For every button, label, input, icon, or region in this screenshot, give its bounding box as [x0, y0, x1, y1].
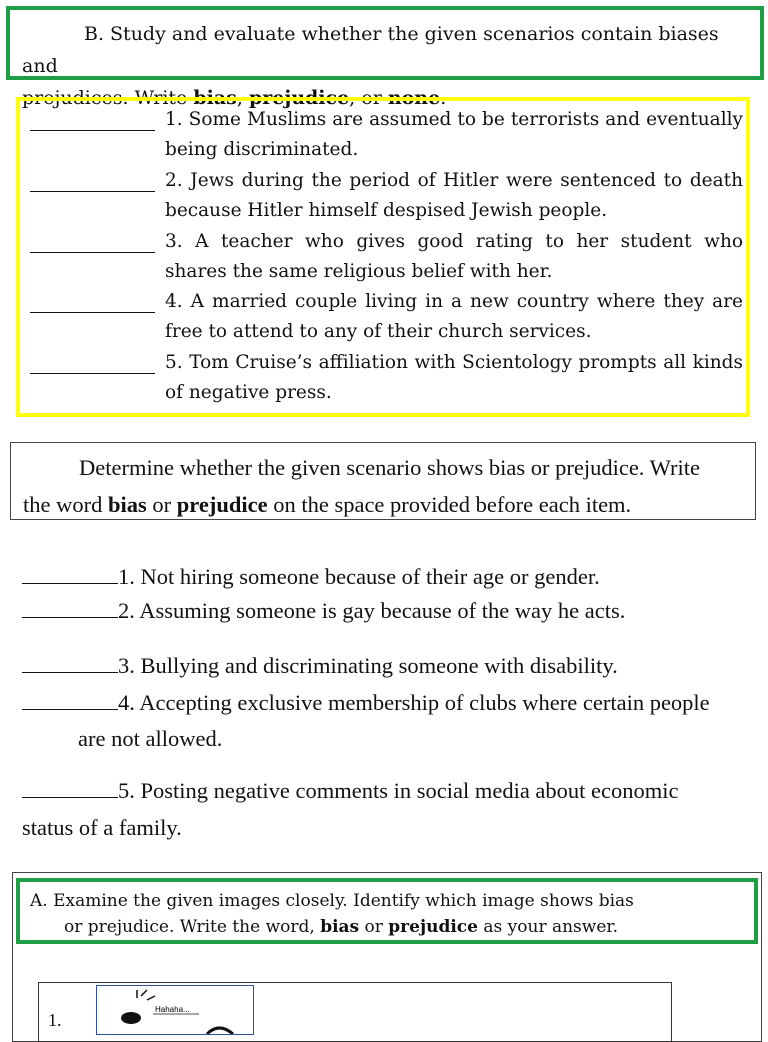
keyword-bias: bias [107, 492, 147, 517]
item-text-continued: status of a family. [22, 815, 182, 840]
item-text: 5. Posting negative comments in social media about economic [118, 778, 679, 803]
instruction-text: or [359, 917, 389, 937]
answer-blank[interactable] [22, 691, 118, 710]
instruction-text: the word [23, 492, 108, 517]
instruction-text: , [236, 87, 249, 109]
cartoon-drawing [97, 986, 253, 1034]
item-text: 3. A teacher who gives good rating to her student who shares the same religious belief with her. [165, 231, 743, 282]
answer-blank[interactable] [30, 373, 155, 374]
keyword-none: none [387, 87, 441, 109]
section-a-instructions [16, 878, 758, 944]
item-text: 4. Accepting exclusive membership of clubs where certain people [118, 690, 710, 715]
determine-line1: Determine whether the given scenario shows bias or prejudice. Write [79, 455, 700, 480]
list-item [22, 558, 748, 595]
section-b-instructions [6, 6, 764, 109]
instruction-text: or [146, 492, 177, 517]
section-b-items [16, 97, 750, 417]
list-item [22, 647, 748, 684]
item-text: 4. A married couple living in a new country where they are free to attend to any of their church services. [165, 291, 743, 342]
item-text: 2. Jews during the period of Hitler were sentenced to death because Hitler himself despised Jewish people. [165, 170, 743, 221]
answer-blank[interactable] [30, 252, 155, 253]
keyword-prejudice: prejudice [176, 492, 268, 517]
keyword-bias: bias [193, 87, 237, 109]
keyword-prejudice: prejudice [388, 917, 478, 937]
answer-blank[interactable] [22, 654, 118, 673]
answer-blank[interactable] [30, 191, 155, 192]
list-item [22, 772, 748, 809]
keyword-prejudice: prejudice [248, 87, 350, 109]
section-a-line2 [30, 914, 744, 940]
answer-blank[interactable] [22, 599, 118, 618]
section-b-line1: B. Study and evaluate whether the given scenarios contain biases and [22, 23, 719, 77]
image-item-number: 1. [48, 1010, 62, 1030]
instruction-text: . [440, 87, 447, 109]
instruction-text: , or [349, 87, 388, 109]
item-text: 1. Not hiring someone because of their age or gender. [118, 564, 600, 589]
answer-blank[interactable] [30, 130, 155, 131]
keyword-bias: bias [320, 917, 360, 937]
instruction-text: or prejudice. Write the word, [64, 917, 321, 937]
instruction-text: as your answer. [477, 917, 619, 937]
cartoon-image [96, 985, 254, 1035]
instruction-text: on the space provided before each item. [267, 492, 632, 517]
answer-blank[interactable] [22, 779, 118, 798]
answer-blank[interactable] [30, 312, 155, 313]
list-item [22, 592, 748, 629]
item-text: 1. Some Muslims are assumed to be terrorists and eventually being discriminated. [165, 109, 743, 160]
determine-line2 [23, 486, 743, 523]
item-text: 2. Assuming someone is gay because of the way he acts. [118, 598, 626, 623]
item-text-continued: are not allowed. [78, 726, 223, 751]
cartoon-caption: Hahaha... [155, 1005, 190, 1014]
instruction-text: prejudices. Write [22, 87, 194, 109]
determine-instructions [10, 442, 756, 520]
section-a-line1: A. Examine the given images closely. Identify which image shows bias [30, 891, 634, 911]
answer-blank[interactable] [22, 565, 118, 584]
item-text: 3. Bullying and discriminating someone with disability. [118, 653, 618, 678]
list-item [22, 684, 748, 721]
item-text: 5. Tom Cruise’s affiliation with Scientology prompts all kinds of negative press. [165, 352, 743, 403]
